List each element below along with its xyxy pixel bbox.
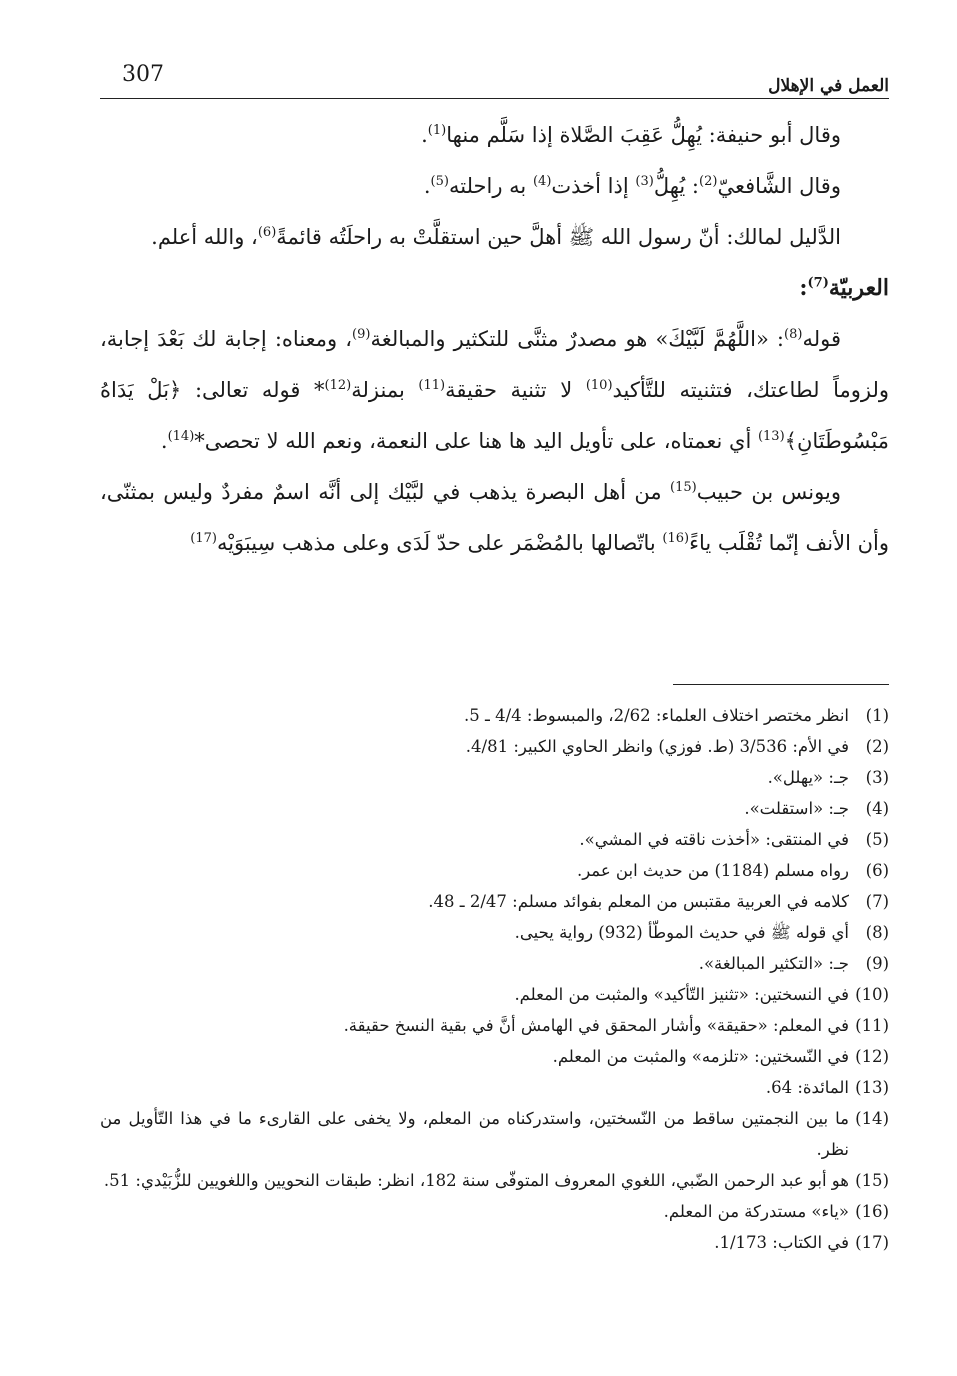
footnote-ref: (5) (430, 174, 449, 189)
footnote-ref: (14) (167, 429, 195, 444)
footnote (100, 731, 889, 762)
footnote-text: في الأم: 3/536 (ط. فوزي) وانظر الحاوي الكبير: 4/81. (465, 737, 849, 756)
paragraph-shafii: وقال الشَّافعيّ$^{(2)}$: يُهِلُّ$^{(3)}$ إذا أخذت$^{(4)}$ به راحلته$^{(5)}$. (423, 174, 841, 198)
footnote (100, 1072, 889, 1103)
paragraph-labbayk: قوله$^{(8)}$: «اللَّهُمَّ لَبَّيْكَ» هو مصدرٌ مثنَّى للتكثير والمبالغة$^{(9)}$، ومعناه: إجابة لك بَعْدَ إجابة، ولزوماً لطاعتك، فتثنيته للتَّأكيد$^{(10)}$ لا تثنية حقيقة$^{(11)}$ بمنزلة$^{(12)}$* قوله تعالى: ﴿بَلْ يَدَاهُ مَبْسُوطَتَانِ﴾$^{(13)}$ أي نعمتاه، على تأويل اليد ها هنا على النعمة، ونعم الله لا تحصى*$^{(14)}$. (100, 327, 890, 453)
footnote-number: (6) (865, 861, 889, 880)
footnote (100, 917, 889, 948)
footnote-text: ما بين النجمتين ساقط من النّسختين، واستدركناه من المعلم، ولا يخفى على القارىء ما في هذا التّأويل من نظر. (100, 1109, 849, 1159)
footnote-number: (14) (855, 1109, 889, 1128)
paragraph-abu-hanifa: وقال أبو حنيفة: يُهِلُّ عَقِبَ الصَّلاة إذا سَلَّم منها$^{(1)}$. (421, 123, 841, 147)
footnote (100, 855, 889, 886)
footnote-number: (4) (865, 799, 889, 818)
footnote-ref: (6) (257, 225, 277, 240)
footnote-text: جـ: «التكثير المبالغة». (698, 954, 849, 973)
page-number: 307 (122, 62, 164, 87)
footnote-ref: (3) (635, 174, 654, 189)
footnote-number: (1) (865, 706, 889, 725)
footnote-text: في المعلم: «حقيقة» وأشار المحقق في الهامش أنَّ في بقية النسخ حقيقة. (343, 1016, 849, 1035)
footnote-number: (15) (855, 1171, 889, 1190)
footnote-text: انظر مختصر اختلاف العلماء: 2/62، والمبسوط: 4/4 ـ 5. (464, 706, 849, 725)
footnote-ref: (11) (418, 378, 446, 393)
footnote (100, 948, 889, 979)
footnote-number: (2) (865, 737, 889, 756)
footnote (100, 979, 889, 1010)
footnote-ref: (12) (324, 378, 352, 393)
footnote-text: جـ: «يهلل». (767, 768, 849, 787)
paragraph-evidence-malik: الدَّليل لمالك: أنّ رسول الله ﷺ أهلَّ حين استقلَّتْ به راحلَتُه قائمةً$^{(6)}$، والله أعلم. (151, 225, 841, 249)
main-text (100, 110, 889, 569)
footnote (100, 886, 889, 917)
footnote (100, 1196, 889, 1227)
footnote (100, 1227, 889, 1258)
footnote-ref: (10) (585, 378, 613, 393)
footnote-ref: (7) (807, 275, 829, 291)
paragraph-yunus: ويونس بن حبيب$^{(15)}$ من أهل البصرة يذهب في لبَّيْك إلى أنَّه اسمٌ مفردٌ وليس بمثنّى، وأن الأنف إنّما تُقْلَب ياءً$^{(16)}$ باتّصالها بالمُضْمَر على حدّ لَدَى وعلى مذهب سِيبَوَيْه$^{(17)}$ (100, 480, 889, 555)
footnote-text: جـ: «استقلت». (744, 799, 849, 818)
footnote (100, 824, 889, 855)
footnote-ref: (8) (784, 327, 803, 342)
footnote-number: (5) (865, 830, 889, 849)
footnote-text: في المنتقى: «أخذت ناقته في المشي». (579, 830, 849, 849)
footnote (100, 1010, 889, 1041)
footnote-text: في الكتاب: 1/173. (714, 1233, 849, 1252)
footnote (100, 700, 889, 731)
footnote (100, 1103, 889, 1165)
footnote-ref: (2) (699, 174, 718, 189)
footnote-text: في النّسختين: «تلزمه» والمثبت من المعلم. (552, 1047, 849, 1066)
footnote-number: (12) (855, 1047, 889, 1066)
footnote-text: المائدة: 64. (765, 1078, 849, 1097)
footnote-number: (10) (855, 985, 889, 1004)
footnote-text: كلامه في العربية مقتبس من المعلم بفوائد مسلم: 2/47 ـ 48. (428, 892, 849, 911)
footnote-text: رواه مسلم (1184) من حديث ابن عمر. (576, 861, 849, 880)
footnote-ref: (16) (662, 531, 690, 546)
footnote (100, 793, 889, 824)
running-title: العمل في الإهلال (768, 76, 889, 96)
footnote (100, 1165, 889, 1196)
footnotes (100, 700, 889, 1258)
footnote (100, 762, 889, 793)
footnote-number: (8) (865, 923, 889, 942)
footnote-text: أي قوله ﷺ في حديث الموطّأ (932) رواية يحيى. (514, 923, 849, 942)
footnote-text: هو أبو عبد الرحمن الضّبي، اللغوي المعروف المتوفّى سنة 182، انظر: طبقات النحويين واللغويين للزُّبَيْدي: 51. (103, 1171, 849, 1190)
footnote-ref: (17) (190, 531, 217, 546)
header-rule (100, 98, 889, 99)
footnote-ref: (1) (427, 123, 447, 138)
footnote-ref: (9) (352, 327, 371, 342)
footnote-ref: (15) (670, 480, 697, 495)
footnote-separator (673, 684, 889, 685)
footnote-text: «ياء» مستدركة من المعلم. (663, 1202, 849, 1221)
footnote-ref: (4) (532, 174, 552, 189)
footnote-number: (3) (865, 768, 889, 787)
footnote-ref: (13) (757, 429, 785, 444)
footnote-number: (7) (865, 892, 889, 911)
footnote-number: (17) (855, 1233, 889, 1252)
footnote-number: (11) (855, 1016, 889, 1035)
footnote-number: (9) (865, 954, 889, 973)
footnote (100, 1041, 889, 1072)
section-heading-arabiyya: العربيّة$^{(7)}$: (799, 275, 889, 301)
footnote-number: (16) (855, 1202, 889, 1221)
footnote-number: (13) (855, 1078, 889, 1097)
page-header (100, 58, 889, 98)
footnote-text: في النسختين: «تثنيز التّأكيد» والمثبت من المعلم. (514, 985, 849, 1004)
